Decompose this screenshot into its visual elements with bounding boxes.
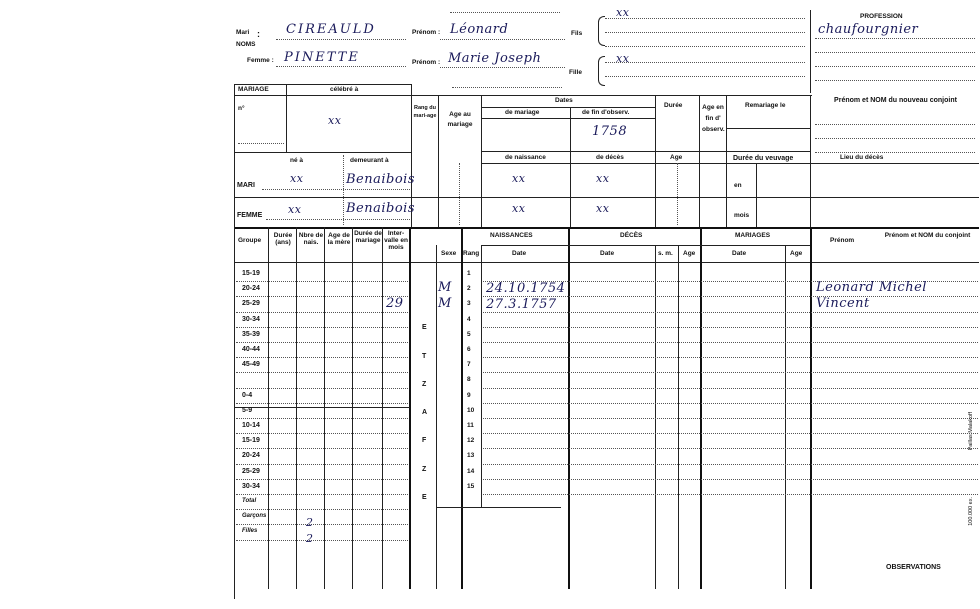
- profession-label: PROFESSION: [860, 13, 903, 20]
- fille-brace: [598, 56, 605, 86]
- age-fin-observ-label: Age en fin d' observ.: [702, 104, 725, 134]
- observations-label: OBSERVATIONS: [886, 564, 941, 571]
- naissance-date-header: Date: [512, 250, 527, 257]
- rang-mariage-label: Rang du mari-age: [413, 105, 437, 120]
- row-line: [236, 524, 408, 525]
- mari-row-label: MARI: [237, 182, 255, 189]
- noms-label: NOMS: [236, 41, 256, 48]
- deces-age-header: Age: [683, 250, 696, 257]
- fils-value: xx: [616, 6, 630, 19]
- sexe-header: Sexe: [441, 250, 457, 257]
- mari-label: Mari: [236, 29, 250, 36]
- row-line: [236, 509, 408, 510]
- child-row-line: [483, 296, 978, 297]
- en-label: en: [734, 182, 742, 189]
- side-letter: A: [422, 409, 428, 417]
- row-line: [236, 372, 408, 373]
- group-label: 45-49: [242, 361, 260, 369]
- child-3-prenom: Vincent: [816, 296, 870, 311]
- mariages-age-header: Age: [790, 250, 803, 257]
- garcons-value: 2: [306, 532, 314, 545]
- group-label: 0-4: [242, 391, 253, 399]
- femme-ne-value: xx: [288, 203, 302, 216]
- age-mere-header: Age de la mère: [327, 232, 351, 246]
- printer-mark: Paillas Malakoff: [968, 412, 974, 451]
- rang-number: 9: [467, 391, 471, 399]
- row-line: [236, 494, 408, 495]
- mois-label: mois: [734, 212, 750, 219]
- dates-label: Dates: [555, 97, 573, 104]
- row-line: [236, 403, 408, 404]
- no-value: xx: [328, 114, 342, 127]
- child-row-line: [483, 479, 978, 480]
- child-row-line: [483, 342, 978, 343]
- femme-prenom-label: Prénom :: [412, 59, 441, 66]
- child-row-line: [483, 494, 978, 495]
- femme-naissance-value: xx: [512, 202, 526, 215]
- rang-number: 7: [467, 361, 471, 369]
- naissances-header: NAISSANCES: [490, 232, 533, 239]
- mari-demeurant-value: Benaibois: [346, 172, 416, 187]
- demeurant-label: demeurant à: [350, 157, 389, 164]
- rang-number: 6: [467, 346, 471, 353]
- remariage-label: Remariage le: [745, 102, 786, 109]
- rang-number: 8: [467, 376, 471, 384]
- side-letter: Z: [422, 380, 427, 388]
- fils-brace: [598, 16, 605, 46]
- side-letter: Z: [422, 465, 427, 473]
- row-line: [236, 433, 408, 434]
- child-2-sexe: M: [438, 280, 452, 295]
- fin-observ-label: de fin d'observ.: [582, 109, 630, 116]
- rang-number: 10: [467, 406, 475, 414]
- group-label: 40-44: [242, 346, 260, 353]
- duree-ans-header: Durée (ans): [273, 232, 293, 246]
- group-label: 15-19: [242, 270, 260, 277]
- femme-demeurant-value: Benaibois: [346, 201, 416, 216]
- fille-value: xx: [616, 52, 630, 65]
- fils-label: Fils: [571, 30, 583, 37]
- profession-value: chaufourgnier: [818, 22, 919, 37]
- side-letter: T: [422, 352, 427, 360]
- group-label: 20-24: [242, 285, 260, 293]
- rang-number: 1: [467, 270, 471, 277]
- rang-number: 14: [467, 467, 475, 475]
- child-row-line: [483, 418, 978, 419]
- rang-number: 13: [467, 452, 475, 460]
- rang-number: 15: [467, 482, 475, 490]
- child-2-naissance: 24.10.1754: [486, 281, 566, 296]
- rang-number: 5: [467, 330, 471, 338]
- conjoint-header: Prénom et NOM du conjoint: [884, 232, 971, 239]
- side-letter: E: [422, 494, 427, 502]
- duree-label: Durée: [664, 102, 683, 109]
- mari-naissance-value: xx: [512, 172, 526, 185]
- deces-date-header: Date: [600, 250, 615, 257]
- mariages-date-header: Date: [732, 250, 747, 257]
- row-line: [236, 312, 408, 313]
- mari-nom-value: CIREAULD: [286, 22, 376, 37]
- total-value: 2: [306, 516, 314, 529]
- child-row-line: [483, 448, 978, 449]
- intervalle-header: Inter-valle en mois: [384, 230, 408, 251]
- rang-number: 2: [467, 285, 471, 293]
- child-row-line: [483, 357, 978, 358]
- row-line: [236, 464, 408, 465]
- duree-veuvage-label: Durée du veuvage: [733, 155, 794, 162]
- groupe-header: Groupe: [238, 237, 262, 244]
- mariages-header: MARIAGES: [735, 232, 771, 239]
- rang-number: 3: [467, 300, 471, 308]
- row-line: [236, 388, 408, 389]
- de-naissance-label: de naissance: [505, 154, 546, 161]
- age-label: Age: [670, 154, 683, 161]
- rang-header: Rang: [463, 250, 480, 257]
- femme-prenom-value: Marie Joseph: [448, 51, 542, 66]
- rang-number: 11: [467, 422, 474, 429]
- mari-ne-value: xx: [290, 172, 304, 185]
- row-line: [236, 281, 408, 282]
- group-label: 20-24: [242, 452, 260, 460]
- child-row-line: [483, 433, 978, 434]
- group-label: Garçons: [242, 513, 267, 520]
- rang-number: 12: [467, 437, 475, 445]
- group-label: 25-29: [242, 467, 260, 475]
- side-letter: F: [422, 437, 427, 445]
- group-label: Filles: [242, 528, 258, 535]
- deces-header: DÉCÈS: [620, 232, 643, 239]
- row-line: [236, 540, 408, 541]
- mari-prenom-label: Prénom :: [412, 29, 441, 36]
- side-letter: E: [422, 324, 427, 332]
- femme-deces-value: xx: [596, 202, 610, 215]
- group-label: 25-29: [242, 300, 260, 308]
- child-3-naissance: 27.3.1757: [486, 297, 557, 312]
- age-mariage-label: Age au mariage: [447, 111, 473, 129]
- group-label: 5-9: [242, 406, 253, 414]
- group-label: 30-34: [242, 315, 260, 323]
- group-label: Total: [242, 498, 257, 504]
- ne-a-label: né à: [290, 157, 304, 164]
- row-line: [236, 327, 408, 328]
- de-mariage-label: de mariage: [505, 109, 540, 116]
- mari-deces-value: xx: [596, 172, 610, 185]
- no-label: n°: [238, 105, 245, 112]
- child-3-sexe: M: [438, 296, 452, 311]
- nbre-naiss-header: Nbre de nais.: [298, 232, 324, 246]
- child-row-line: [483, 327, 978, 328]
- femme-label: Femme :: [247, 57, 274, 64]
- group-label: 15-19: [242, 437, 260, 445]
- child-row-line: [483, 403, 978, 404]
- group-label: 35-39: [242, 330, 260, 338]
- child-row-line: [483, 372, 978, 373]
- rang-number: 4: [467, 315, 471, 323]
- copies-mark: 100.000 ex.: [968, 497, 974, 526]
- fille-label: Fille: [569, 69, 583, 76]
- row-line: [236, 342, 408, 343]
- celebre-label: célébré à: [330, 86, 359, 93]
- group-label: 10-14: [242, 422, 260, 429]
- row-line: [236, 448, 408, 449]
- row-line: [236, 357, 408, 358]
- sm-header: s. m.: [658, 250, 673, 257]
- de-deces-label: de décès: [596, 154, 624, 161]
- row-line: [236, 296, 408, 297]
- fin-observ-value: 1758: [592, 124, 628, 139]
- nouveau-conjoint-label: Prénom et NOM du nouveau conjoint: [834, 97, 957, 104]
- femme-nom-value: PINETTE: [284, 50, 360, 65]
- child-2-prenom: Leonard Michel: [816, 280, 927, 295]
- child-row-line: [483, 388, 978, 389]
- child-row-line: [483, 312, 978, 313]
- child-row-line: [483, 464, 978, 465]
- mari-prenom-value: Léonard: [450, 22, 509, 37]
- duree-mariage-header: Durée de mariage: [354, 230, 382, 244]
- child-3-intervalle: 29: [386, 296, 404, 311]
- row-line: [236, 479, 408, 480]
- row-line: [236, 418, 408, 419]
- mariage-title: MARIAGE: [238, 86, 269, 93]
- femme-row-label: FEMME: [237, 212, 263, 219]
- lieu-deces-label: Lieu du décès: [840, 154, 884, 161]
- prenom-header: Prénom: [830, 237, 855, 244]
- group-label: 30-34: [242, 482, 260, 490]
